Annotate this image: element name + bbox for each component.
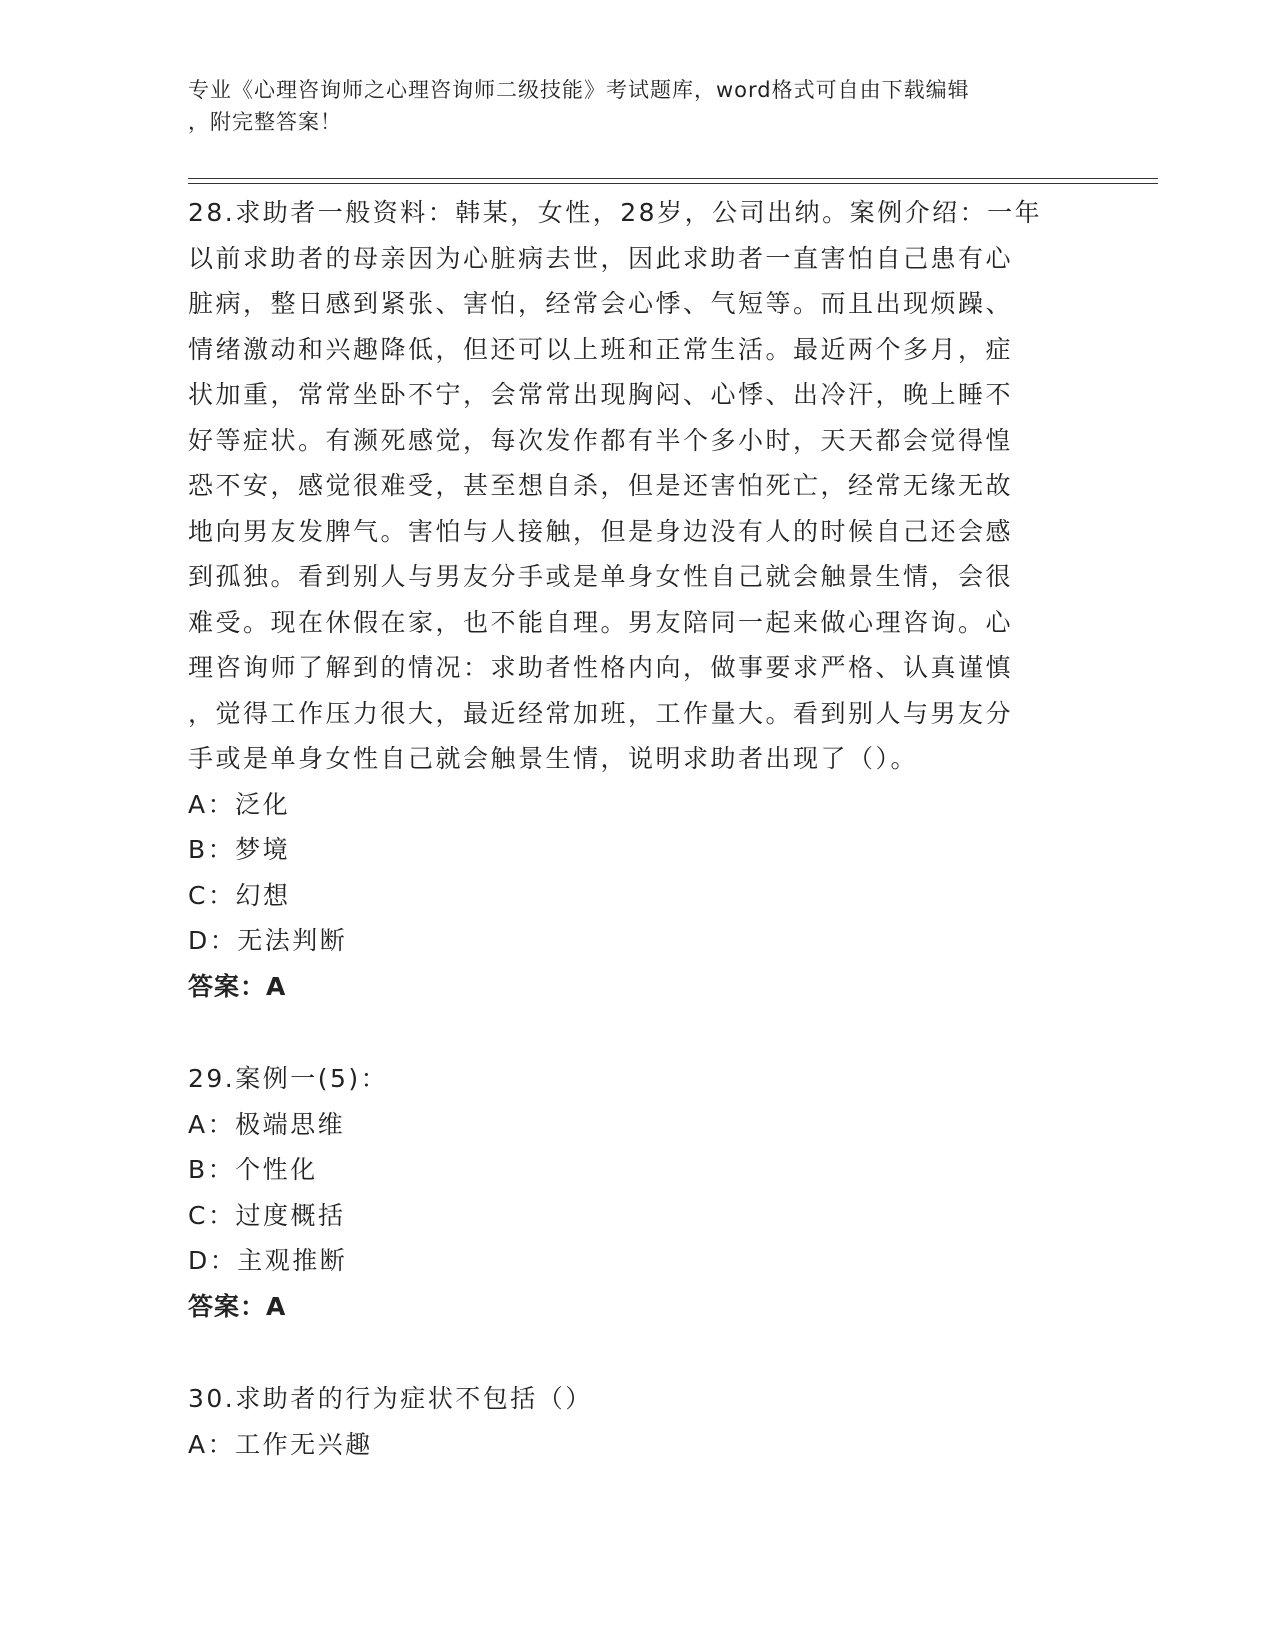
question-text-line: 情绪激动和兴趣降低，但还可以上班和正常生活。最近两个多月，症 [188, 334, 1014, 364]
spacer [188, 1009, 1088, 1056]
document-header [188, 74, 1068, 138]
answer-option: A：泛化 [188, 789, 291, 819]
question-text-line: 到孤独。看到别人与男友分手或是单身女性自己就会触景生情，会很 [188, 562, 1014, 591]
question-text-line: 状加重，常常坐卧不宁，会常常出现胸闷、心悸、出冷汗，晚上睡不 [188, 380, 1014, 409]
answer-option: C：幻想 [188, 880, 291, 910]
question-text-line: 以前求助者的母亲因为心脏病去世，因此求助者一直害怕自己患有心 [188, 243, 1014, 273]
answer-option: B：梦境 [188, 835, 291, 864]
header-divider-top [188, 178, 1158, 179]
spacer [188, 1329, 1088, 1376]
question-text-line: ，觉得工作压力很大，最近经常加班，工作量大。看到别人与男友分 [188, 698, 1014, 728]
question-text-line: 难受。现在休假在家，也不能自理。男友陪同一起来做心理咨询。心 [188, 607, 1014, 637]
question-text-line: 理咨询师了解到的情况：求助者性格内向，做事要求严格、认真谨慎 [188, 653, 1014, 682]
question-text-line: 29.案例一(5)： [188, 1064, 389, 1093]
header-line: 专业《心理咨询师之心理咨询师二级技能》考试题库，word格式可自由下载编辑 [188, 78, 970, 102]
answer-option: D：无法判断 [188, 926, 348, 955]
question-text-line: 地向男友发脾气。害怕与人接触，但是身边没有人的时候自己还会感 [188, 516, 1014, 546]
answer-key: 答案：A [188, 1291, 287, 1321]
question-text-line: 30.求助者的行为症状不包括（） [188, 1384, 593, 1413]
answer-option: A：极端思维 [188, 1109, 346, 1139]
header-line: ，附完整答案！ [188, 110, 342, 134]
question-text-line: 手或是单身女性自己就会触景生情，说明求助者出现了（）。 [188, 744, 919, 773]
question-28 [188, 190, 1088, 1009]
question-list [188, 190, 1088, 1467]
answer-option: D：主观推断 [188, 1246, 348, 1275]
answer-option: C：过度概括 [188, 1200, 346, 1230]
question-text-line: 28.求助者一般资料：韩某，女性，28岁，公司出纳。案例介绍：一年 [188, 198, 1043, 227]
question-text-line: 恐不安，感觉很难受，甚至想自杀，但是还害怕死亡，经常无缘无故 [188, 471, 1014, 500]
header-divider-bottom [188, 183, 1158, 184]
question-29 [188, 1056, 1088, 1329]
question-30 [188, 1376, 1088, 1467]
answer-option: A：工作无兴趣 [188, 1429, 373, 1459]
question-text-line: 脏病，整日感到紧张、害怕，经常会心悸、气短等。而且出现烦躁、 [188, 289, 1014, 318]
answer-key: 答案：A [188, 971, 287, 1001]
answer-option: B：个性化 [188, 1155, 318, 1184]
question-text-line: 好等症状。有濒死感觉，每次发作都有半个多小时，天天都会觉得惶 [188, 425, 1014, 455]
